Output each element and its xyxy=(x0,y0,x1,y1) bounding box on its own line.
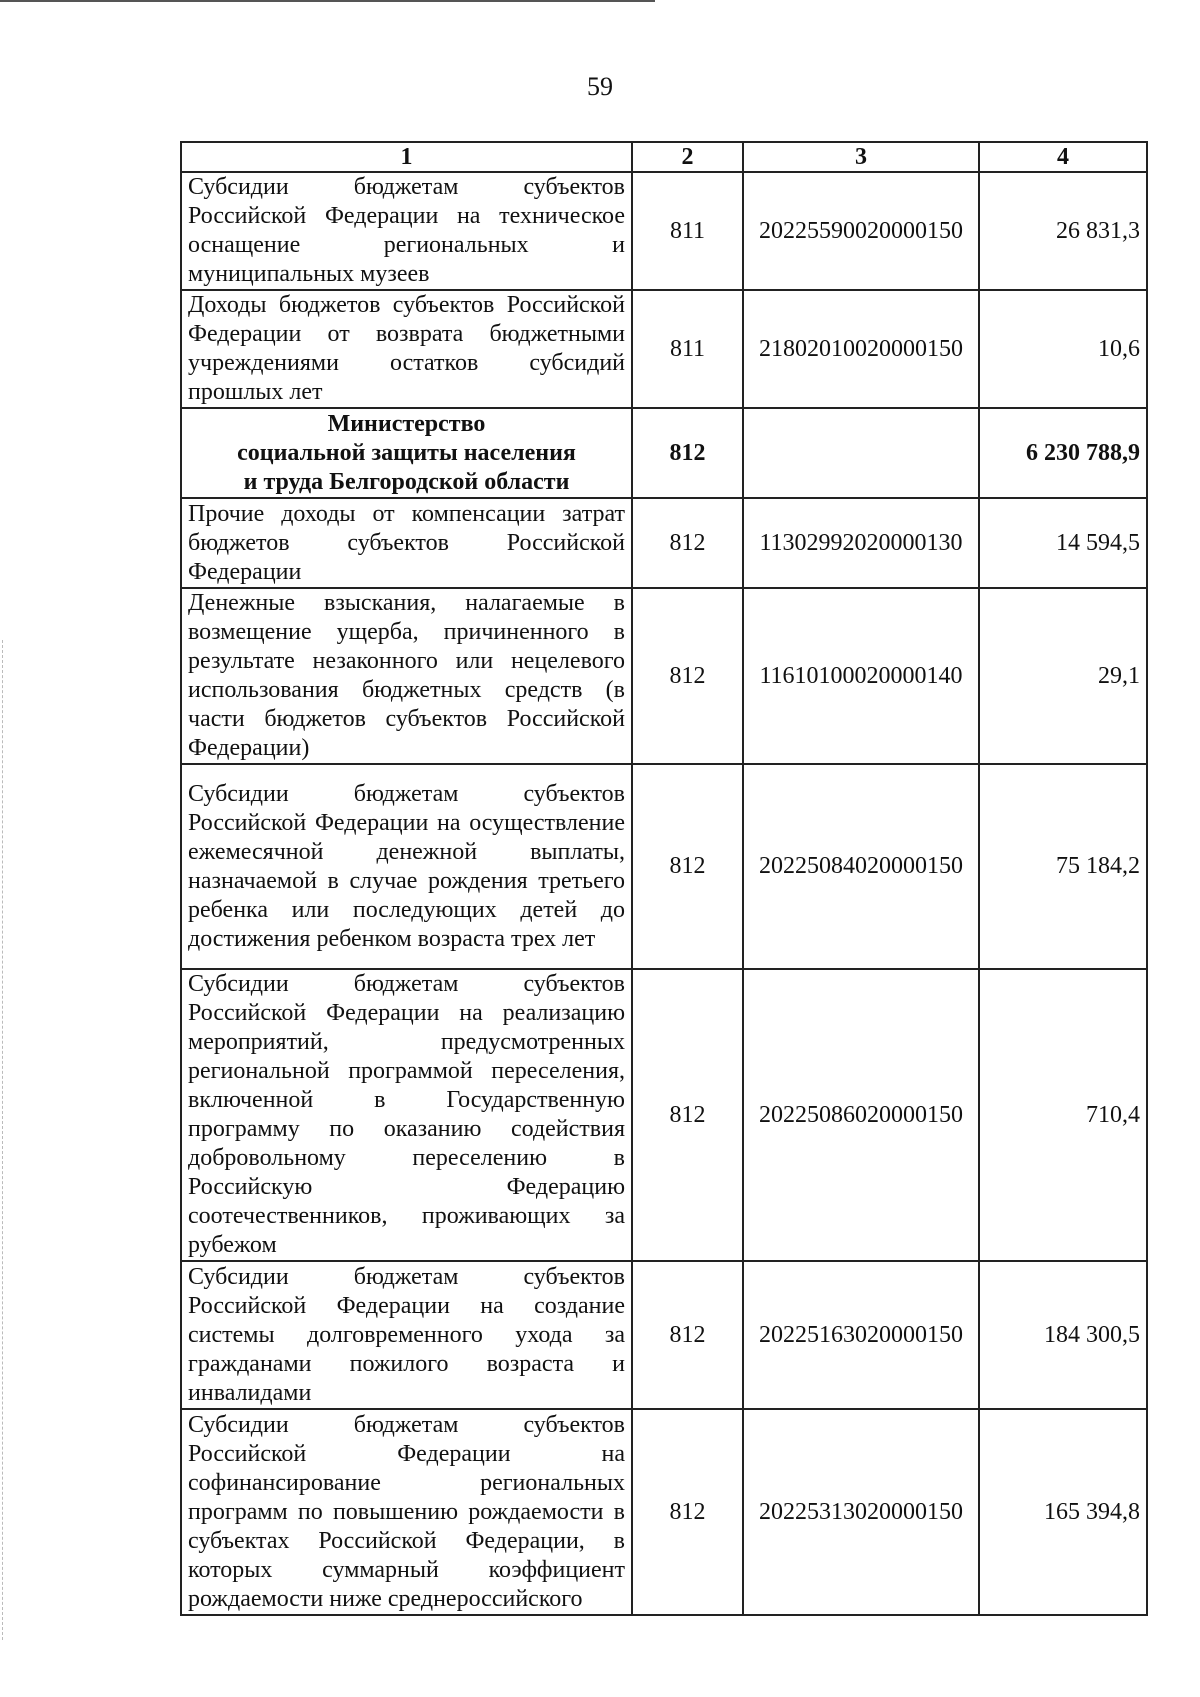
column-header-1: 1 xyxy=(181,142,632,172)
row-description: Субсидии бюджетам субъектов Российской Федерации на осуществление ежемесячной денежной выплаты, назначаемой в случае рождения третьего ребенка или последующих детей до достижения ребенком возраста трех лет xyxy=(181,764,632,969)
table-row xyxy=(181,498,1147,588)
ministry-title-line: социальной защиты населения xyxy=(237,439,576,466)
row-admin-code: 812 xyxy=(632,969,743,1261)
row-amount: 165 394,8 xyxy=(979,1409,1147,1615)
row-description: Доходы бюджетов субъектов Российской Федерации от возврата бюджетными учреждениями остатков субсидий прошлых лет xyxy=(181,290,632,408)
scan-artifact-top-line xyxy=(0,0,655,2)
ministry-heading-row xyxy=(181,408,1147,498)
row-description: Субсидии бюджетам субъектов Российской Федерации на техническое оснащение региональных и муниципальных музеев xyxy=(181,172,632,290)
row-amount: 710,4 xyxy=(979,969,1147,1261)
row-amount: 14 594,5 xyxy=(979,498,1147,588)
column-header-3: 3 xyxy=(743,142,979,172)
ministry-title xyxy=(181,408,632,498)
row-amount: 26 831,3 xyxy=(979,172,1147,290)
table-row xyxy=(181,764,1147,969)
row-kbk-code: 20225313020000150 xyxy=(743,1409,979,1615)
row-description: Денежные взыскания, налагаемые в возмещение ущерба, причиненного в результате незаконного или нецелевого использования бюджетных средств (в части бюджетов субъектов Российской Федерации) xyxy=(181,588,632,764)
ministry-title-line: Министерство xyxy=(327,410,486,437)
table-header-row xyxy=(181,142,1147,172)
column-header-2: 2 xyxy=(632,142,743,172)
row-admin-code: 812 xyxy=(632,764,743,969)
page-number: 59 xyxy=(587,72,613,101)
table-row xyxy=(181,172,1147,290)
table-row xyxy=(181,290,1147,408)
row-kbk-code: 21802010020000150 xyxy=(743,290,979,408)
budget-revenue-table xyxy=(180,141,1148,1616)
row-kbk-code: 20225590020000150 xyxy=(743,172,979,290)
row-description: Субсидии бюджетам субъектов Российской Федерации на создание системы долговременного ухода за гражданами пожилого возраста и инвалидами xyxy=(181,1261,632,1409)
ministry-title-line: и труда Белгородской области xyxy=(243,468,570,495)
row-kbk-code: 11610100020000140 xyxy=(743,588,979,764)
row-kbk-code xyxy=(743,408,979,498)
row-admin-code: 812 xyxy=(632,588,743,764)
row-amount: 10,6 xyxy=(979,290,1147,408)
ministry-total-amount: 6 230 788,9 xyxy=(979,408,1147,498)
column-header-4: 4 xyxy=(979,142,1147,172)
table-row xyxy=(181,969,1147,1261)
row-amount: 29,1 xyxy=(979,588,1147,764)
row-description: Субсидии бюджетам субъектов Российской Федерации на реализацию мероприятий, предусмотренных региональной программой переселения, включенной в Государственную программу по оказанию содействия добровольному переселению в Российскую Федерацию соотечественников, проживающих за рубежом xyxy=(181,969,632,1261)
row-admin-code: 812 xyxy=(632,408,743,498)
row-admin-code: 811 xyxy=(632,172,743,290)
row-kbk-code: 20225086020000150 xyxy=(743,969,979,1261)
scan-artifact-left-edge xyxy=(2,640,4,1640)
row-amount: 75 184,2 xyxy=(979,764,1147,969)
row-kbk-code: 11302992020000130 xyxy=(743,498,979,588)
row-admin-code: 812 xyxy=(632,1261,743,1409)
table-row xyxy=(181,1409,1147,1615)
row-description: Прочие доходы от компенсации затрат бюджетов субъектов Российской Федерации xyxy=(181,498,632,588)
table-row xyxy=(181,1261,1147,1409)
row-amount: 184 300,5 xyxy=(979,1261,1147,1409)
table-row xyxy=(181,588,1147,764)
row-admin-code: 811 xyxy=(632,290,743,408)
row-kbk-code: 20225084020000150 xyxy=(743,764,979,969)
row-description: Субсидии бюджетам субъектов Российской Федерации на софинансирование региональных программ по повышению рождаемости в субъектах Российской Федерации, в которых суммарный коэффициент рождаемости ниже среднероссийского xyxy=(181,1409,632,1615)
row-kbk-code: 20225163020000150 xyxy=(743,1261,979,1409)
row-admin-code: 812 xyxy=(632,498,743,588)
row-admin-code: 812 xyxy=(632,1409,743,1615)
